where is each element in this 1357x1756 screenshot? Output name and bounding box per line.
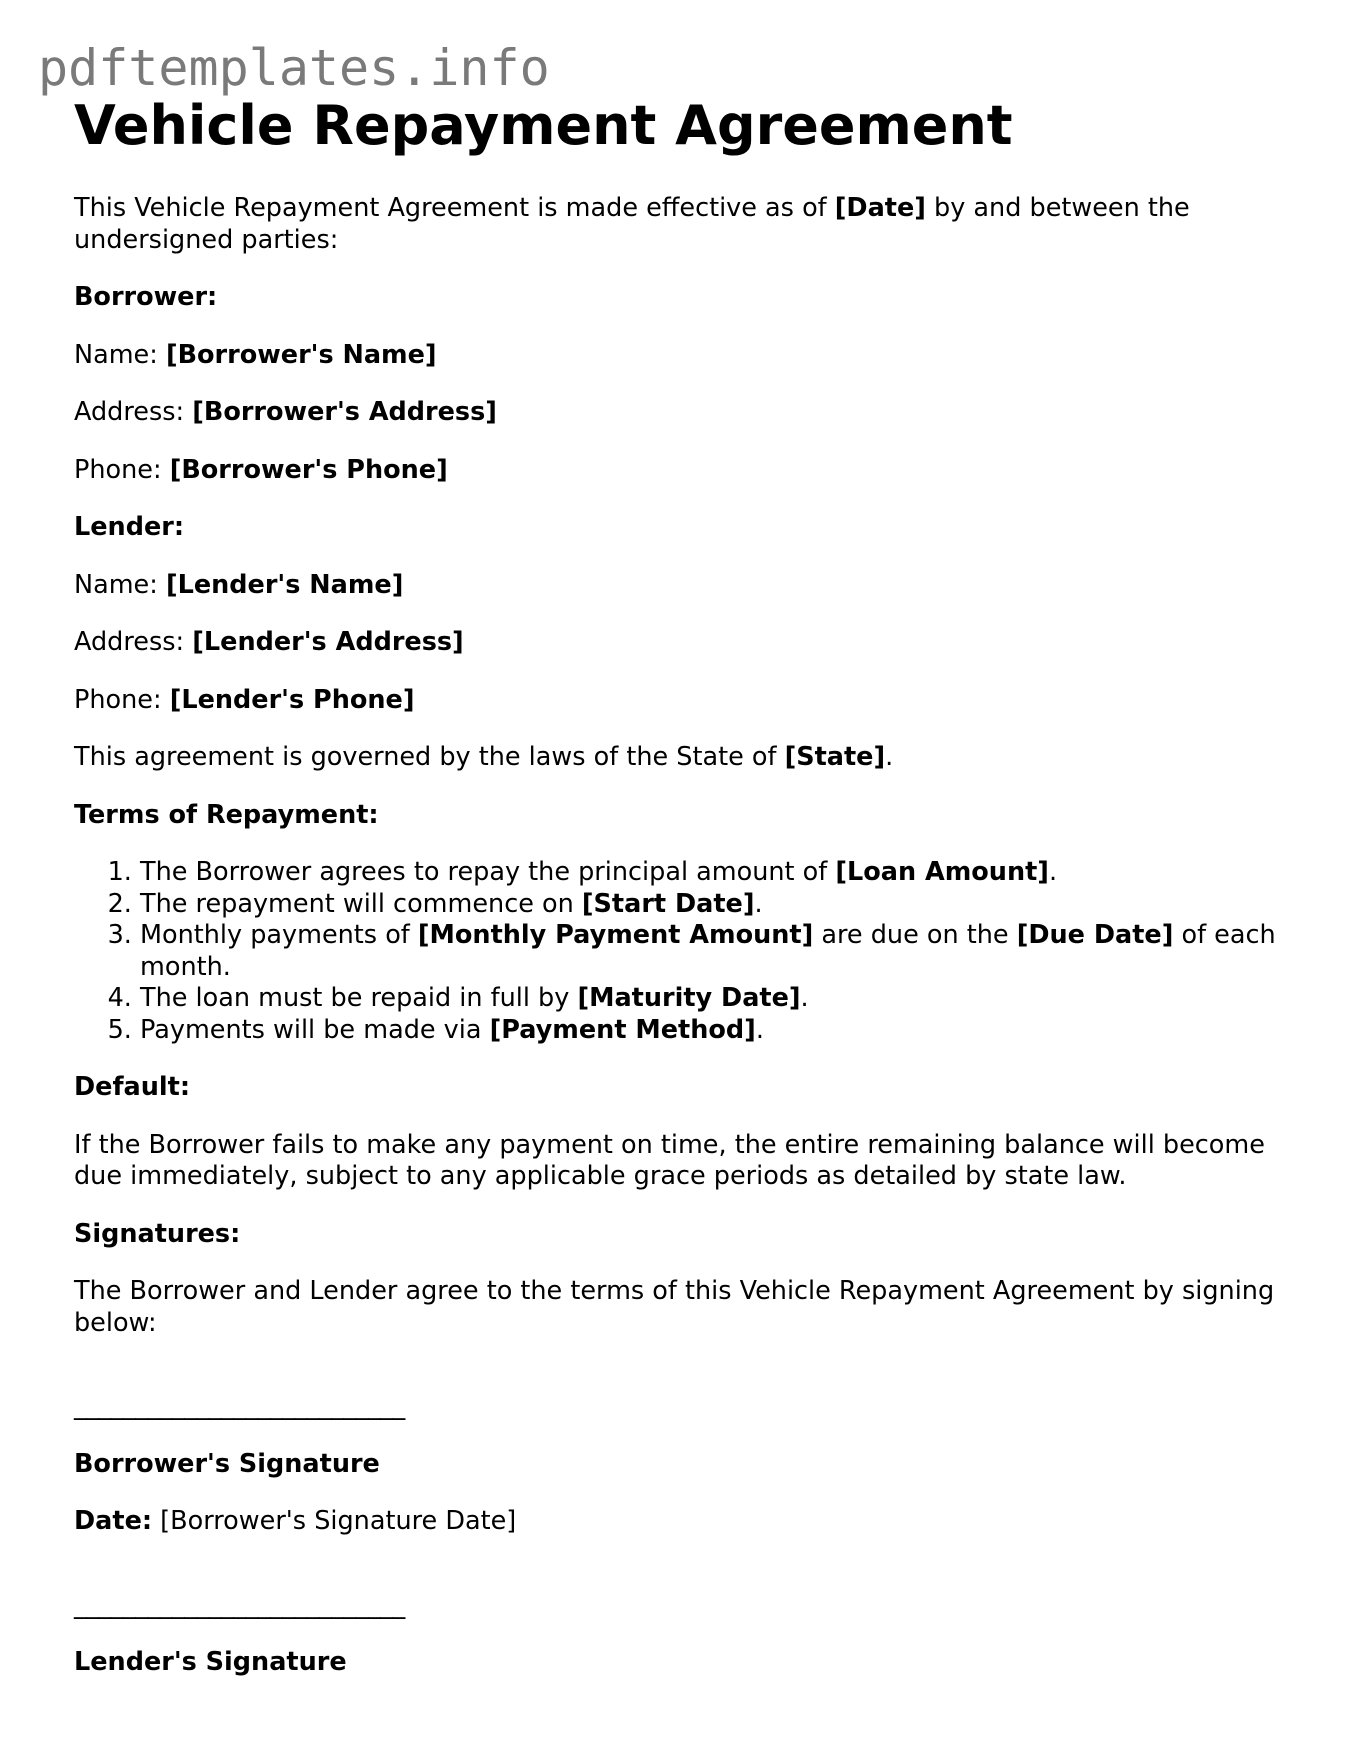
governing-text-before: This agreement is governed by the laws of the State of <box>74 742 785 772</box>
term-text-mid: are due on the <box>813 920 1017 950</box>
term-placeholder: [Start Date] <box>581 888 755 919</box>
spacer <box>74 1365 1294 1391</box>
terms-item <box>140 889 1294 921</box>
term-placeholder: [Monthly Payment Amount] <box>417 920 814 950</box>
lender-signature-label: Lender's Signature <box>74 1647 347 1677</box>
borrower-phone-placeholder: [Borrower's Phone] <box>169 454 448 485</box>
watermark: pdftemplates.info <box>38 39 550 97</box>
spacer <box>74 1564 1294 1590</box>
term-text-after: . <box>755 1014 764 1045</box>
lender-signature-line: ___________________________ <box>74 1589 405 1620</box>
term-placeholder-secondary: [Due Date] <box>1016 920 1174 950</box>
state-placeholder: [State] <box>784 742 886 772</box>
term-text-after: . <box>800 983 809 1013</box>
term-placeholder: [Loan Amount] <box>835 857 1049 887</box>
borrower-signature-line: ___________________________ <box>74 1391 405 1421</box>
lender-phone-placeholder: [Lender's Phone] <box>169 684 415 715</box>
signatures-heading: Signatures: <box>74 1218 241 1249</box>
terms-heading: Terms of Repayment: <box>74 799 379 830</box>
lender-heading: Lender: <box>74 512 185 542</box>
default-paragraph: If the Borrower fails to make any payment on time, the entire remaining balance will become due immediately, subject to any applicable grace periods as detailed by state law. <box>74 1129 1265 1191</box>
borrower-date-placeholder: [Borrower's Signature Date] <box>152 1506 517 1536</box>
term-text-after: . <box>754 888 763 919</box>
term-placeholder: [Payment Method] <box>489 1014 756 1045</box>
borrower-date-line <box>74 1506 1294 1538</box>
lender-phone-label: Phone: <box>74 684 170 715</box>
document-body <box>74 193 1294 1705</box>
borrower-address-label: Address: <box>74 397 193 427</box>
term-text-before: Payments will be made via <box>140 1014 490 1045</box>
terms-item <box>140 920 1294 983</box>
terms-item <box>140 1015 1294 1047</box>
intro-paragraph <box>74 193 1294 256</box>
lender-phone-line <box>74 685 1294 717</box>
term-text-before: The repayment will commence on <box>140 888 582 919</box>
borrower-name-line <box>74 340 1294 372</box>
term-text-before: The Borrower agrees to repay the principal amount of <box>140 857 836 887</box>
intro-text-after: by and between the undersigned parties: <box>74 193 1190 255</box>
terms-item <box>140 857 1294 889</box>
lender-name-placeholder: [Lender's Name] <box>165 569 404 600</box>
lender-address-label: Address: <box>74 627 193 657</box>
term-placeholder: [Maturity Date] <box>577 983 801 1013</box>
borrower-heading: Borrower: <box>74 282 218 312</box>
document-title: Vehicle Repayment Agreement <box>74 94 1013 157</box>
term-text-after: . <box>1048 857 1058 887</box>
lender-name-label: Name: <box>74 569 166 600</box>
lender-address-placeholder: [Lender's Address] <box>192 627 464 657</box>
borrower-name-placeholder: [Borrower's Name] <box>165 339 437 370</box>
default-heading: Default: <box>74 1072 191 1102</box>
borrower-name-label: Name: <box>74 339 166 370</box>
terms-item <box>140 983 1294 1015</box>
date-label: Date: <box>74 1506 153 1536</box>
terms-list <box>74 857 1294 1046</box>
borrower-phone-line <box>74 455 1294 487</box>
borrower-address-placeholder: [Borrower's Address] <box>192 397 497 427</box>
term-text-after: of each month. <box>140 920 1276 982</box>
signatures-paragraph: The Borrower and Lender agree to the terms of this Vehicle Repayment Agreement by signing below: <box>74 1276 1275 1338</box>
borrower-signature-label: Borrower's Signature <box>74 1448 380 1479</box>
governing-text-after: . <box>885 742 894 772</box>
lender-name-line <box>74 570 1294 602</box>
effective-date-placeholder: [Date] <box>834 193 926 223</box>
borrower-address-line <box>74 397 1294 429</box>
borrower-phone-label: Phone: <box>74 454 170 485</box>
term-text-before: The loan must be repaid in full by <box>140 983 578 1013</box>
governing-law-paragraph <box>74 742 1294 774</box>
intro-text-before: This Vehicle Repayment Agreement is made effective as of <box>74 193 835 223</box>
term-text-before: Monthly payments of <box>140 920 418 950</box>
lender-address-line <box>74 627 1294 659</box>
